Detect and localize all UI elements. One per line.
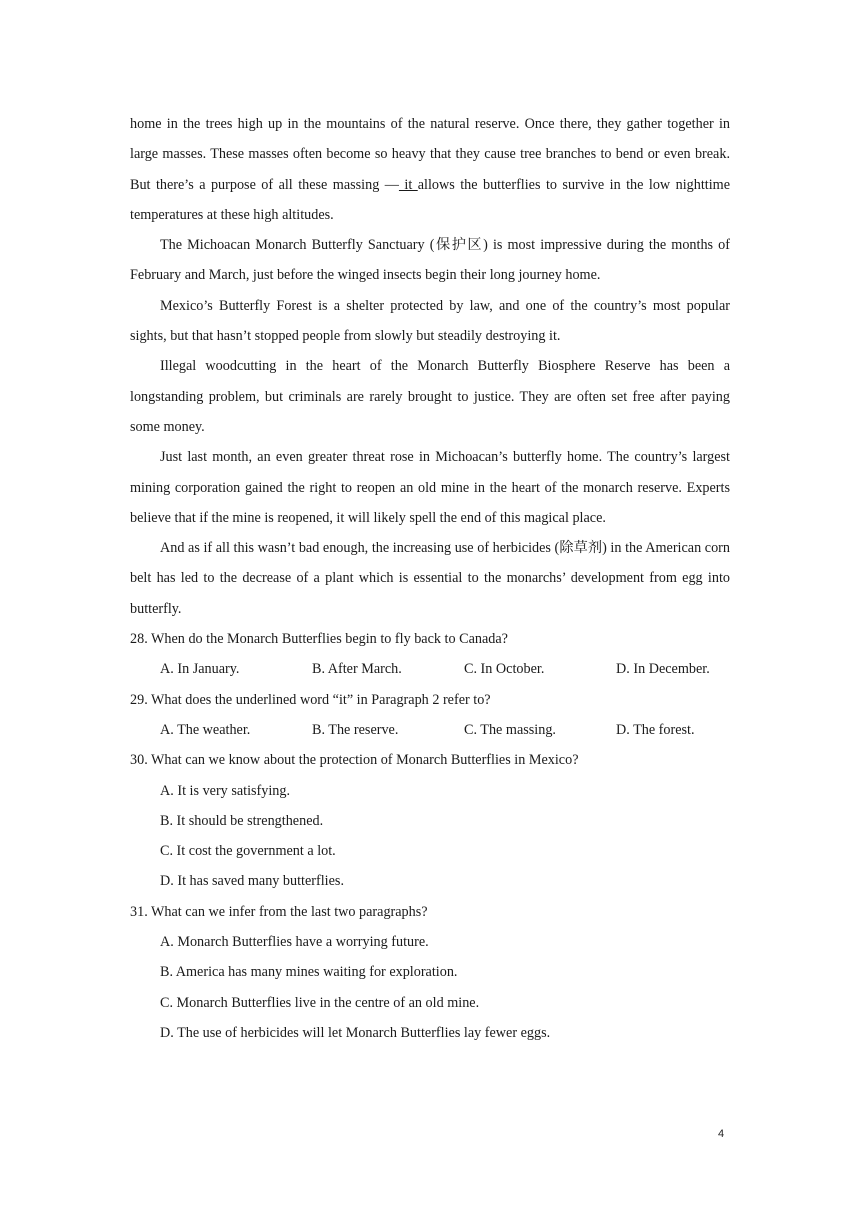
passage-paragraph-3: Mexico’s Butterfly Forest is a shelter protected by law, and one of the country’s most popular sights, but that hasn’t stopped people from slowly but steadily destroying it.	[130, 297, 730, 345]
question-29-stem: 29. What does the underlined word “it” in Paragraph 2 refer to?	[130, 691, 491, 708]
paragraph-1-text-start: home in the trees high up in the mountains of the natural reserve. Once there, they gather together in large masses. These masses often become so heavy that they cause tree branches to bend or even break. But there’s a purpose of all these massing —	[130, 116, 730, 193]
passage-paragraph-5: Just last month, an even greater threat rose in Michoacan’s butterfly home. The country’s largest mining corporation gained the right to reopen an old mine in the heart of the monarch reserve. Experts believe that if the mine is reopened, it will likely spell the end of this magical place.	[130, 449, 730, 526]
question-28-option-a: A. In January.	[160, 661, 240, 678]
question-30-option-c: C. It cost the government a lot.	[160, 843, 336, 860]
question-31-option-d: D. The use of herbicides will let Monarch Butterflies lay fewer eggs.	[160, 1024, 551, 1041]
question-29-option-c: C. The massing.	[464, 721, 556, 738]
passage-paragraph-2: The Michoacan Monarch Butterfly Sanctuary (保护区) is most impressive during the months of February and March, just before the winged insects begin their long journey home.	[130, 237, 730, 284]
question-30-option-b: B. It should be strengthened.	[160, 812, 324, 829]
passage-paragraph-1	[130, 109, 730, 230]
passage-paragraph-4: Illegal woodcutting in the heart of the Monarch Butterfly Biosphere Reserve has been a longstanding problem, but criminals are rarely brought to justice. They are often set free after paying some money.	[130, 358, 730, 435]
page-number: 4	[718, 1128, 725, 1140]
question-29-option-d: D. The forest.	[616, 721, 695, 738]
question-30-option-d: D. It has saved many butterflies.	[160, 873, 344, 890]
question-28-options	[130, 654, 730, 684]
question-31-option-a: A. Monarch Butterflies have a worrying future.	[160, 934, 429, 951]
question-29-options	[130, 715, 730, 745]
passage-paragraph-6: And as if all this wasn’t bad enough, the increasing use of herbicides (除草剂) in the American corn belt has led to the decrease of a plant which is essential to the monarchs’ development from egg into butterfly.	[130, 540, 730, 617]
underlined-word-it: it	[398, 176, 418, 193]
question-28-option-c: C. In October.	[464, 661, 545, 678]
question-30-option-a: A. It is very satisfying.	[160, 782, 291, 799]
question-28-option-b: B. After March.	[312, 661, 402, 678]
document-page	[130, 109, 730, 1048]
question-31-stem: 31. What can we infer from the last two paragraphs?	[130, 903, 428, 920]
question-29-option-a: A. The weather.	[160, 721, 251, 738]
question-31-option-c: C. Monarch Butterflies live in the centre of an old mine.	[160, 994, 480, 1011]
question-28-option-d: D. In December.	[616, 661, 710, 678]
question-28-stem: 28. When do the Monarch Butterflies begin to fly back to Canada?	[130, 631, 508, 648]
question-30-stem: 30. What can we know about the protection of Monarch Butterflies in Mexico?	[130, 752, 579, 769]
paragraph-1-text-end: allows the butterflies to survive in the low nighttime temperatures at these high altitudes.	[130, 176, 730, 223]
question-29-option-b: B. The reserve.	[312, 721, 399, 738]
question-31-option-b: B. America has many mines waiting for exploration.	[160, 964, 458, 981]
